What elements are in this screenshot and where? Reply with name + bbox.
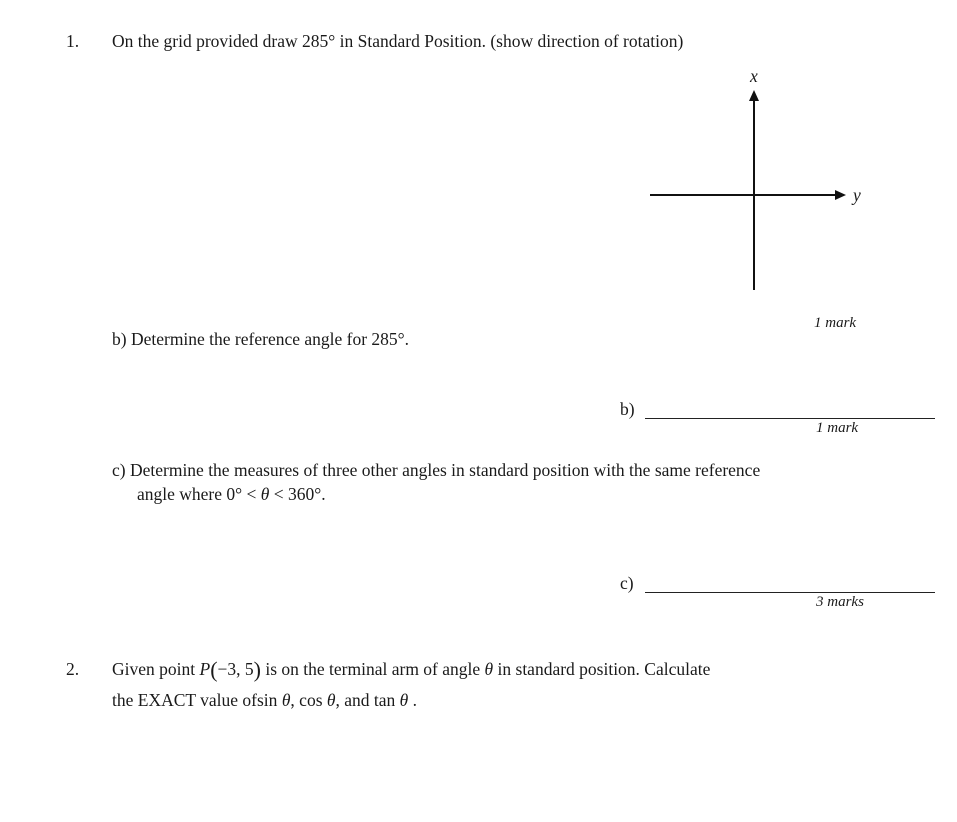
sin-label: sin bbox=[257, 690, 282, 710]
separator-2: , and bbox=[335, 690, 374, 710]
horizontal-axis-label: y bbox=[853, 185, 861, 205]
paren-open: ( bbox=[210, 657, 218, 682]
paren-close: ) bbox=[253, 657, 261, 682]
part-b-answer-line[interactable] bbox=[645, 418, 935, 419]
q2-line2-start: the EXACT value of bbox=[112, 690, 257, 710]
sentence-end: . bbox=[408, 690, 418, 710]
question-2-line1 bbox=[112, 659, 710, 681]
part-b-prompt: b) Determine the reference angle for 285°. bbox=[112, 329, 410, 349]
theta-symbol: θ bbox=[484, 659, 494, 679]
part-c-prompt-line1: c) Determine the measures of three other angles in standard position with the same reference bbox=[112, 460, 761, 480]
part-c-prompt-line2 bbox=[137, 484, 326, 505]
question-1-number: 1. bbox=[66, 31, 80, 51]
q2-line1-mid: is on the terminal arm of angle bbox=[260, 659, 485, 679]
theta-symbol: θ bbox=[260, 484, 270, 504]
separator-1: , bbox=[290, 690, 300, 710]
part-c-answer-line[interactable] bbox=[645, 592, 935, 593]
theta-symbol: θ bbox=[281, 690, 291, 710]
axes-diagram bbox=[640, 60, 880, 300]
theta-symbol: θ bbox=[326, 690, 336, 710]
q2-line1-end: in standard position. Calculate bbox=[493, 659, 711, 679]
point-name: P bbox=[199, 659, 211, 679]
cos-label: cos bbox=[299, 690, 327, 710]
vertical-axis-label: x bbox=[750, 66, 758, 86]
q2-line1-start: Given point bbox=[112, 659, 200, 679]
question-2-line2 bbox=[112, 690, 417, 711]
mark-part-c: 3 marks bbox=[816, 594, 864, 610]
point-coordinates: −3, 5 bbox=[217, 659, 254, 679]
part-b-answer-label: b) bbox=[620, 399, 635, 419]
tan-label: tan bbox=[373, 690, 400, 710]
mark-part-b: 1 mark bbox=[816, 420, 859, 436]
theta-symbol: θ bbox=[399, 690, 409, 710]
horizontal-axis-arrow bbox=[835, 190, 846, 200]
question-2-number: 2. bbox=[66, 659, 80, 679]
part-c-line2-start: angle where 0° < bbox=[137, 484, 261, 504]
part-c-answer-label: c) bbox=[620, 573, 634, 593]
mark-part-a: 1 mark bbox=[814, 315, 857, 331]
vertical-axis-arrow bbox=[749, 90, 759, 101]
question-1-prompt: On the grid provided draw 285° in Standard Position. (show direction of rotation) bbox=[112, 31, 684, 51]
part-c-line2-end: < 360°. bbox=[269, 484, 326, 504]
